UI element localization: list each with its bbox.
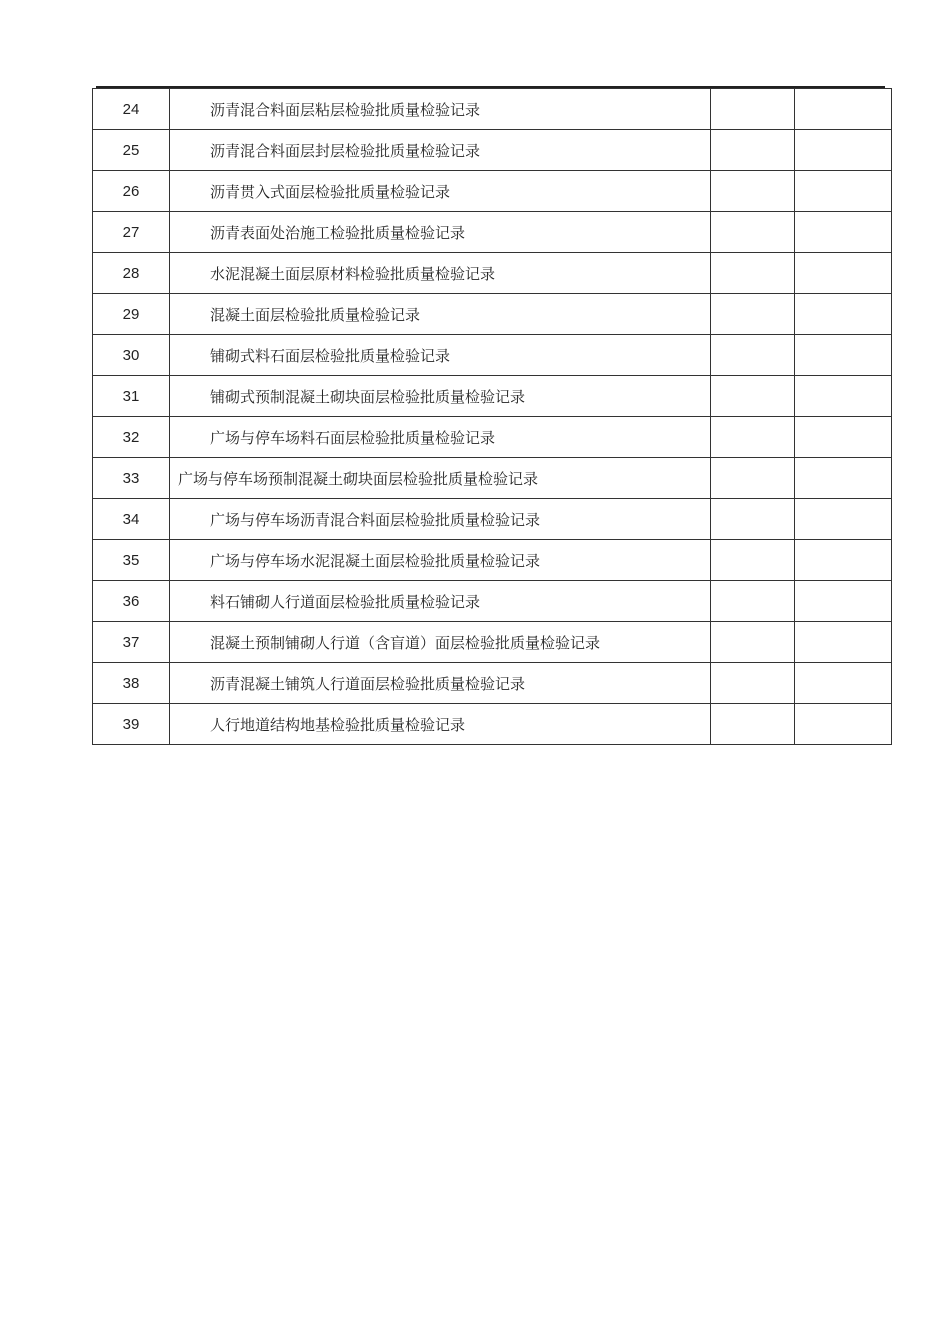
record-name: 广场与停车场预制混凝土砌块面层检验批质量检验记录 bbox=[170, 458, 711, 499]
table-row bbox=[93, 171, 892, 212]
blank-cell bbox=[795, 294, 892, 335]
table-row bbox=[93, 212, 892, 253]
blank-cell bbox=[795, 171, 892, 212]
record-name: 水泥混凝土面层原材料检验批质量检验记录 bbox=[170, 253, 711, 294]
blank-cell bbox=[711, 335, 795, 376]
row-number: 32 bbox=[93, 417, 170, 458]
record-name: 料石铺砌人行道面层检验批质量检验记录 bbox=[170, 581, 711, 622]
blank-cell bbox=[711, 253, 795, 294]
table-row bbox=[93, 704, 892, 745]
table-row bbox=[93, 335, 892, 376]
blank-cell bbox=[795, 499, 892, 540]
table-row bbox=[93, 663, 892, 704]
blank-cell bbox=[795, 704, 892, 745]
blank-cell bbox=[711, 376, 795, 417]
blank-cell bbox=[795, 458, 892, 499]
table-row bbox=[93, 417, 892, 458]
blank-cell bbox=[795, 581, 892, 622]
blank-cell bbox=[795, 663, 892, 704]
row-number: 29 bbox=[93, 294, 170, 335]
blank-cell bbox=[711, 212, 795, 253]
record-name: 沥青混合料面层粘层检验批质量检验记录 bbox=[170, 89, 711, 130]
row-number: 25 bbox=[93, 130, 170, 171]
table-row bbox=[93, 622, 892, 663]
record-name: 沥青混凝土铺筑人行道面层检验批质量检验记录 bbox=[170, 663, 711, 704]
blank-cell bbox=[795, 540, 892, 581]
blank-cell bbox=[795, 622, 892, 663]
row-number: 31 bbox=[93, 376, 170, 417]
blank-cell bbox=[711, 458, 795, 499]
blank-cell bbox=[711, 704, 795, 745]
blank-cell bbox=[795, 89, 892, 130]
blank-cell bbox=[795, 417, 892, 458]
blank-cell bbox=[711, 89, 795, 130]
blank-cell bbox=[711, 581, 795, 622]
row-number: 24 bbox=[93, 89, 170, 130]
row-number: 33 bbox=[93, 458, 170, 499]
records-table-body bbox=[93, 89, 892, 745]
table-row bbox=[93, 458, 892, 499]
blank-cell bbox=[711, 130, 795, 171]
table-row bbox=[93, 499, 892, 540]
blank-cell bbox=[795, 376, 892, 417]
row-number: 39 bbox=[93, 704, 170, 745]
record-name: 沥青混合料面层封层检验批质量检验记录 bbox=[170, 130, 711, 171]
blank-cell bbox=[711, 499, 795, 540]
table-row bbox=[93, 581, 892, 622]
table-row bbox=[93, 376, 892, 417]
blank-cell bbox=[711, 171, 795, 212]
record-name: 混凝土预制铺砌人行道（含盲道）面层检验批质量检验记录 bbox=[170, 622, 711, 663]
blank-cell bbox=[711, 663, 795, 704]
row-number: 26 bbox=[93, 171, 170, 212]
record-name: 广场与停车场沥青混合料面层检验批质量检验记录 bbox=[170, 499, 711, 540]
record-name: 铺砌式料石面层检验批质量检验记录 bbox=[170, 335, 711, 376]
row-number: 36 bbox=[93, 581, 170, 622]
blank-cell bbox=[795, 212, 892, 253]
blank-cell bbox=[795, 253, 892, 294]
blank-cell bbox=[711, 417, 795, 458]
blank-cell bbox=[795, 130, 892, 171]
row-number: 35 bbox=[93, 540, 170, 581]
row-number: 34 bbox=[93, 499, 170, 540]
row-number: 28 bbox=[93, 253, 170, 294]
record-name: 人行地道结构地基检验批质量检验记录 bbox=[170, 704, 711, 745]
blank-cell bbox=[711, 294, 795, 335]
row-number: 27 bbox=[93, 212, 170, 253]
table-row bbox=[93, 294, 892, 335]
row-number: 37 bbox=[93, 622, 170, 663]
row-number: 30 bbox=[93, 335, 170, 376]
records-table bbox=[92, 88, 892, 745]
record-name: 沥青贯入式面层检验批质量检验记录 bbox=[170, 171, 711, 212]
record-name: 广场与停车场水泥混凝土面层检验批质量检验记录 bbox=[170, 540, 711, 581]
table-row bbox=[93, 540, 892, 581]
blank-cell bbox=[795, 335, 892, 376]
record-name: 混凝土面层检验批质量检验记录 bbox=[170, 294, 711, 335]
record-name: 铺砌式预制混凝土砌块面层检验批质量检验记录 bbox=[170, 376, 711, 417]
table-row bbox=[93, 89, 892, 130]
blank-cell bbox=[711, 540, 795, 581]
table-row bbox=[93, 130, 892, 171]
row-number: 38 bbox=[93, 663, 170, 704]
record-name: 沥青表面处治施工检验批质量检验记录 bbox=[170, 212, 711, 253]
table-row bbox=[93, 253, 892, 294]
blank-cell bbox=[711, 622, 795, 663]
record-name: 广场与停车场料石面层检验批质量检验记录 bbox=[170, 417, 711, 458]
